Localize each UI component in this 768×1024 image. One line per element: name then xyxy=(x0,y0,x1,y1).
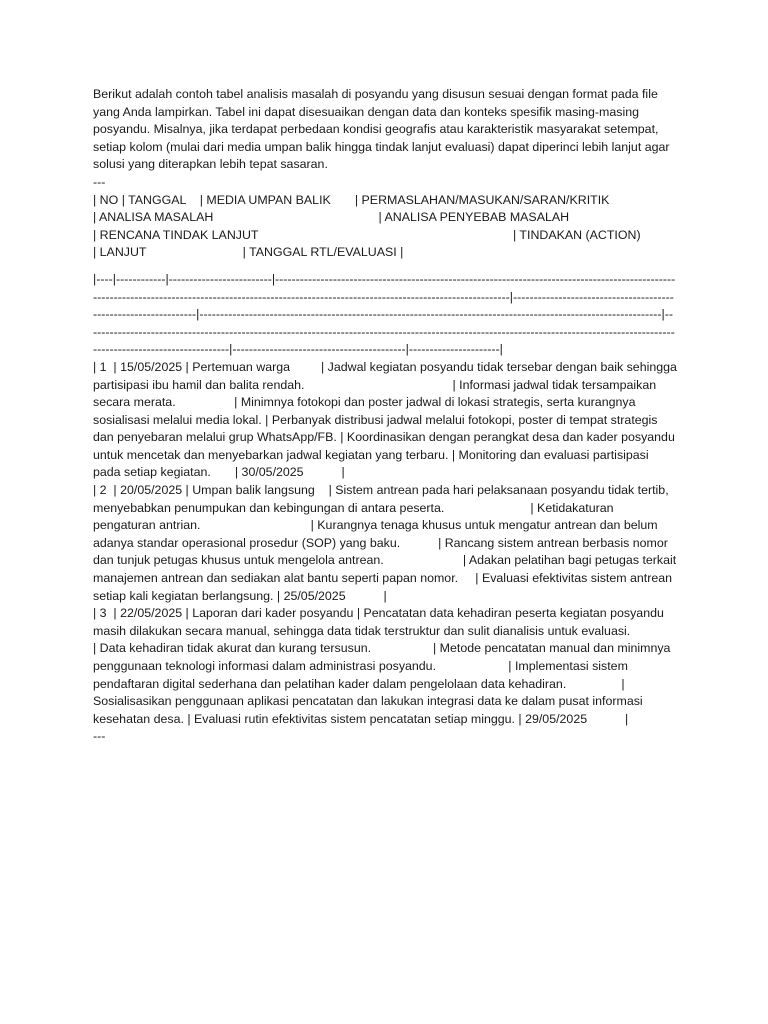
table-header-line: | NO | TANGGAL | MEDIA UMPAN BALIK | PERMASLAHAN/MASUKAN/SARAN/KRITIK xyxy=(93,192,610,207)
table-divider-row: |----|------------|-------------------------|------------------------------------------------------------------------------------------------------------------------------------------------------------------------------------------------------|----------------------------------------------------------------|----------------------------------------------------------------------------------------------------------------|--------------------------------------------------------------------------------------------------------------------------------------------------------------------------------|------------------------------------------|----------------------| xyxy=(93,271,676,357)
table-row: | 3 | 22/05/2025 | Laporan dari kader posyandu | Pencatatan data kehadiran peserta kegiatan posyandu masih dilakukan secara manual, sehingga data tidak terstruktur dan sulit dianalisis untuk evaluasi. | Data kehadiran tidak akurat dan kurang tersusun. | Metode pencatatan manual dan minimnya penggunaan teknologi informasi dalam administrasi posyandu. | Implementasi sistem pendaftaran digital sederhana dan pelatihan kader dalam pengelolaan data kehadiran. | Sosialisasikan penggunaan aplikasi pencatatan dan lakukan integrasi data ke dalam pusat informasi kesehatan desa. | Evaluasi rutin efektivitas sistem pencatatan setiap minggu. | 29/05/2025 | xyxy=(93,606,682,726)
intro-paragraph: Berikut adalah contoh tabel analisis masalah di posyandu yang disusun sesuai dengan format pada file yang Anda lampirkan. Tabel ini dapat disesuaikan dengan data dan konteks spesifik masing-masing posyandu. Misalnya, jika terdapat perbedaan kondisi geografis atau karakteristik masyarakat setempat, setiap kolom (mulai dari media umpan balik hingga tindak lanjut evaluasi) dapat diperinci lebih lanjut agar solusi yang diterapkan lebih tepat sasaran. xyxy=(93,87,673,172)
table-row: | 2 | 20/05/2025 | Umpan balik langsung | Sistem antrean pada hari pelaksanaan posyandu tidak tertib, menyebabkan penumpukan dan kebingungan di antara peserta. | Ketidakaturan pengaturan antrian. | Kurangnya tenaga khusus untuk mengatur antrean dan belum adanya standar operasional prosedur (SOP) yang baku. | Rancang sistem antrean berbasis nomor dan tunjuk petugas khusus untuk mengelola antrean. | Adakan pelatihan bagi petugas terkait manajemen antrean dan sediakan alat bantu seperti papan nomor. | Evaluasi efektivitas sistem antrean setiap kali kegiatan berlangsung. | 25/05/2025 | xyxy=(93,483,680,603)
horizontal-rule-bottom: --- xyxy=(93,729,106,744)
table-row: | 1 | 15/05/2025 | Pertemuan warga | Jadwal kegiatan posyandu tidak tersebar dengan baik sehingga partisipasi ibu hamil dan balita rendah. | Informasi jadwal tidak tersampaikan secara merata. | Minimnya fotokopi dan poster jadwal di lokasi strategis, serta kurangnya sosialisasi melalui media lokal. | Perbanyak distribusi jadwal melalui fotokopi, poster di tempat strategis dan penyebaran melalui grup WhatsApp/FB. | Koordinasikan dengan perangkat desa dan kader posyandu untuk mencetak dan menyebarkan jadwal kegiatan yang terbaru. | Monitoring dan evaluasi partisipasi pada setiap kegiatan. | 30/05/2025 | xyxy=(93,359,681,480)
horizontal-rule-top: --- xyxy=(93,174,106,189)
table-header-line: | RENCANA TINDAK LANJUT | TINDAKAN (ACTION) xyxy=(93,227,641,242)
table-header xyxy=(93,192,677,262)
document-page xyxy=(93,86,682,746)
table-header-line: | LANJUT | TANGGAL RTL/EVALUASI | xyxy=(93,245,404,260)
table-header-line: | ANALISA MASALAH | ANALISA PENYEBAB MASALAH xyxy=(93,210,570,225)
